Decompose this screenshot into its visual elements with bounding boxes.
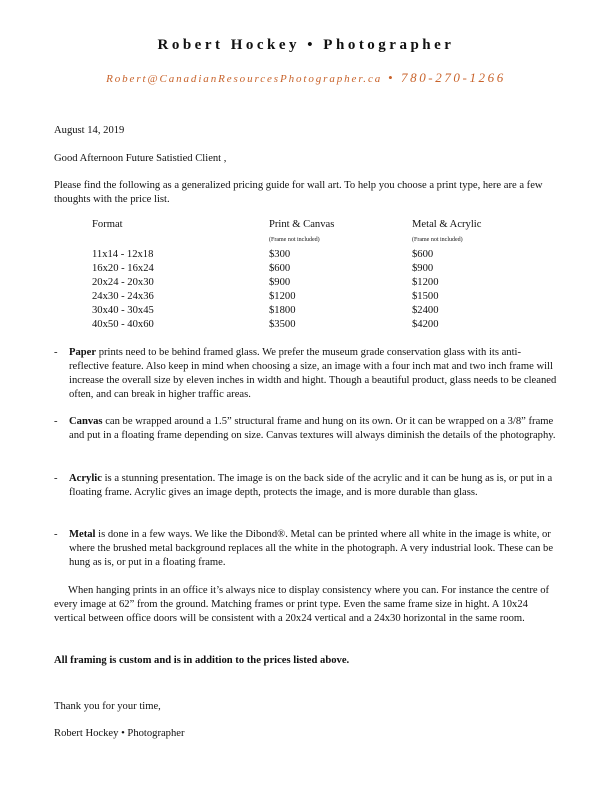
- closing-paragraph: When hanging prints in an office it’s always nice to display consistency where you can. For instance the centre of every image at 62” from the ground. Matching frames or print type. Even the same frame size in hight. A 10x24 vertical between office doors will be consistent with a 20x24 vertical and a 24x30 horizontal in the same room.: [54, 585, 550, 624]
- column-header-metal-acrylic: Metal & Acrylic: [412, 219, 482, 230]
- bullet-body: prints need to be behind framed glass. We prefer the museum grade conservation glass with its anti-reflective feature. Also keep in mind when choosing a size, an image with a four inch mat and two inch frame will increase the overall size by eleven inches in width and hight. Though a beautiful product, glass needs to be cleaned often, and can break in higher traffic areas.: [69, 347, 557, 400]
- bullet-text: [69, 472, 559, 500]
- row-print-price: $1200: [269, 291, 296, 302]
- contact-email[interactable]: Robert@CanadianResourcesPhotographer.ca: [106, 73, 383, 85]
- bullet-dash: -: [54, 473, 58, 484]
- bullet-text: [69, 346, 559, 402]
- row-print-price: $600: [269, 263, 291, 274]
- bullet-body: is done in a few ways. We like the Dibond®. Metal can be printed where all white in the image is white, or where the brushed metal background replaces all the white in the photograph. A very industrial look. These can be hung as is, or put in a floating frame.: [69, 529, 554, 568]
- contact-separator: •: [387, 70, 396, 85]
- row-print-price: $300: [269, 249, 291, 260]
- bullet-term: Canvas: [69, 416, 103, 427]
- letter-date: August 14, 2019: [54, 125, 125, 136]
- row-print-price: $3500: [269, 319, 296, 330]
- bullet-term: Acrylic: [69, 473, 102, 484]
- contact-phone: 780-270-1266: [401, 70, 506, 85]
- bullet-dash: -: [54, 347, 58, 358]
- row-format: 24x30 - 24x36: [92, 291, 154, 302]
- row-metal-price: $1500: [412, 291, 439, 302]
- row-print-price: $1800: [269, 305, 296, 316]
- row-metal-price: $2400: [412, 305, 439, 316]
- row-metal-price: $600: [412, 249, 434, 260]
- bullet-text: [69, 415, 559, 443]
- thanks-line: Thank you for your time,: [54, 701, 161, 712]
- row-format: 40x50 - 40x60: [92, 319, 154, 330]
- bullet-dash: -: [54, 529, 58, 540]
- column-header-format: Format: [92, 219, 123, 230]
- letterhead-name: Robert Hockey • Photographer: [157, 37, 455, 53]
- bullet-term: Paper: [69, 347, 97, 358]
- row-print-price: $900: [269, 277, 291, 288]
- row-metal-price: $1200: [412, 277, 439, 288]
- bullet-term: Metal: [69, 529, 96, 540]
- row-format: 30x40 - 30x45: [92, 305, 154, 316]
- letterhead-contact: [0, 70, 612, 86]
- greeting: Good Afternoon Future Satistied Client ,: [54, 153, 227, 164]
- bullet-body: is a stunning presentation. The image is on the back side of the acrylic and it can be hung as is, or put in a floating frame. Acrylic gives an image depth, protects the image, and is more durable than glass.: [69, 473, 553, 498]
- intro-paragraph: Please find the following as a generalized pricing guide for wall art. To help you choose a print type, here are a few thoughts with the price list.: [54, 180, 543, 205]
- column-header-print-canvas: Print & Canvas: [269, 219, 335, 230]
- framing-note: All framing is custom and is in addition to the prices listed above.: [54, 655, 350, 666]
- row-metal-price: $4200: [412, 319, 439, 330]
- frame-note-metal-acrylic: (Frame not included): [412, 237, 463, 243]
- frame-note-print-canvas: (Frame not included): [269, 237, 320, 243]
- bullet-dash: -: [54, 416, 58, 427]
- row-format: 11x14 - 12x18: [92, 249, 154, 260]
- row-metal-price: $900: [412, 263, 434, 274]
- signature: Robert Hockey • Photographer: [54, 728, 185, 739]
- row-format: 20x24 - 20x30: [92, 277, 154, 288]
- bullet-body: can be wrapped around a 1.5” structural frame and hung on its own. Or it can be wrapped on a 3/8” frame and put in a floating frame depending on size. Canvas textures will always diminish the details of the photography.: [69, 416, 556, 441]
- bullet-text: [69, 528, 559, 570]
- row-format: 16x20 - 16x24: [92, 263, 154, 274]
